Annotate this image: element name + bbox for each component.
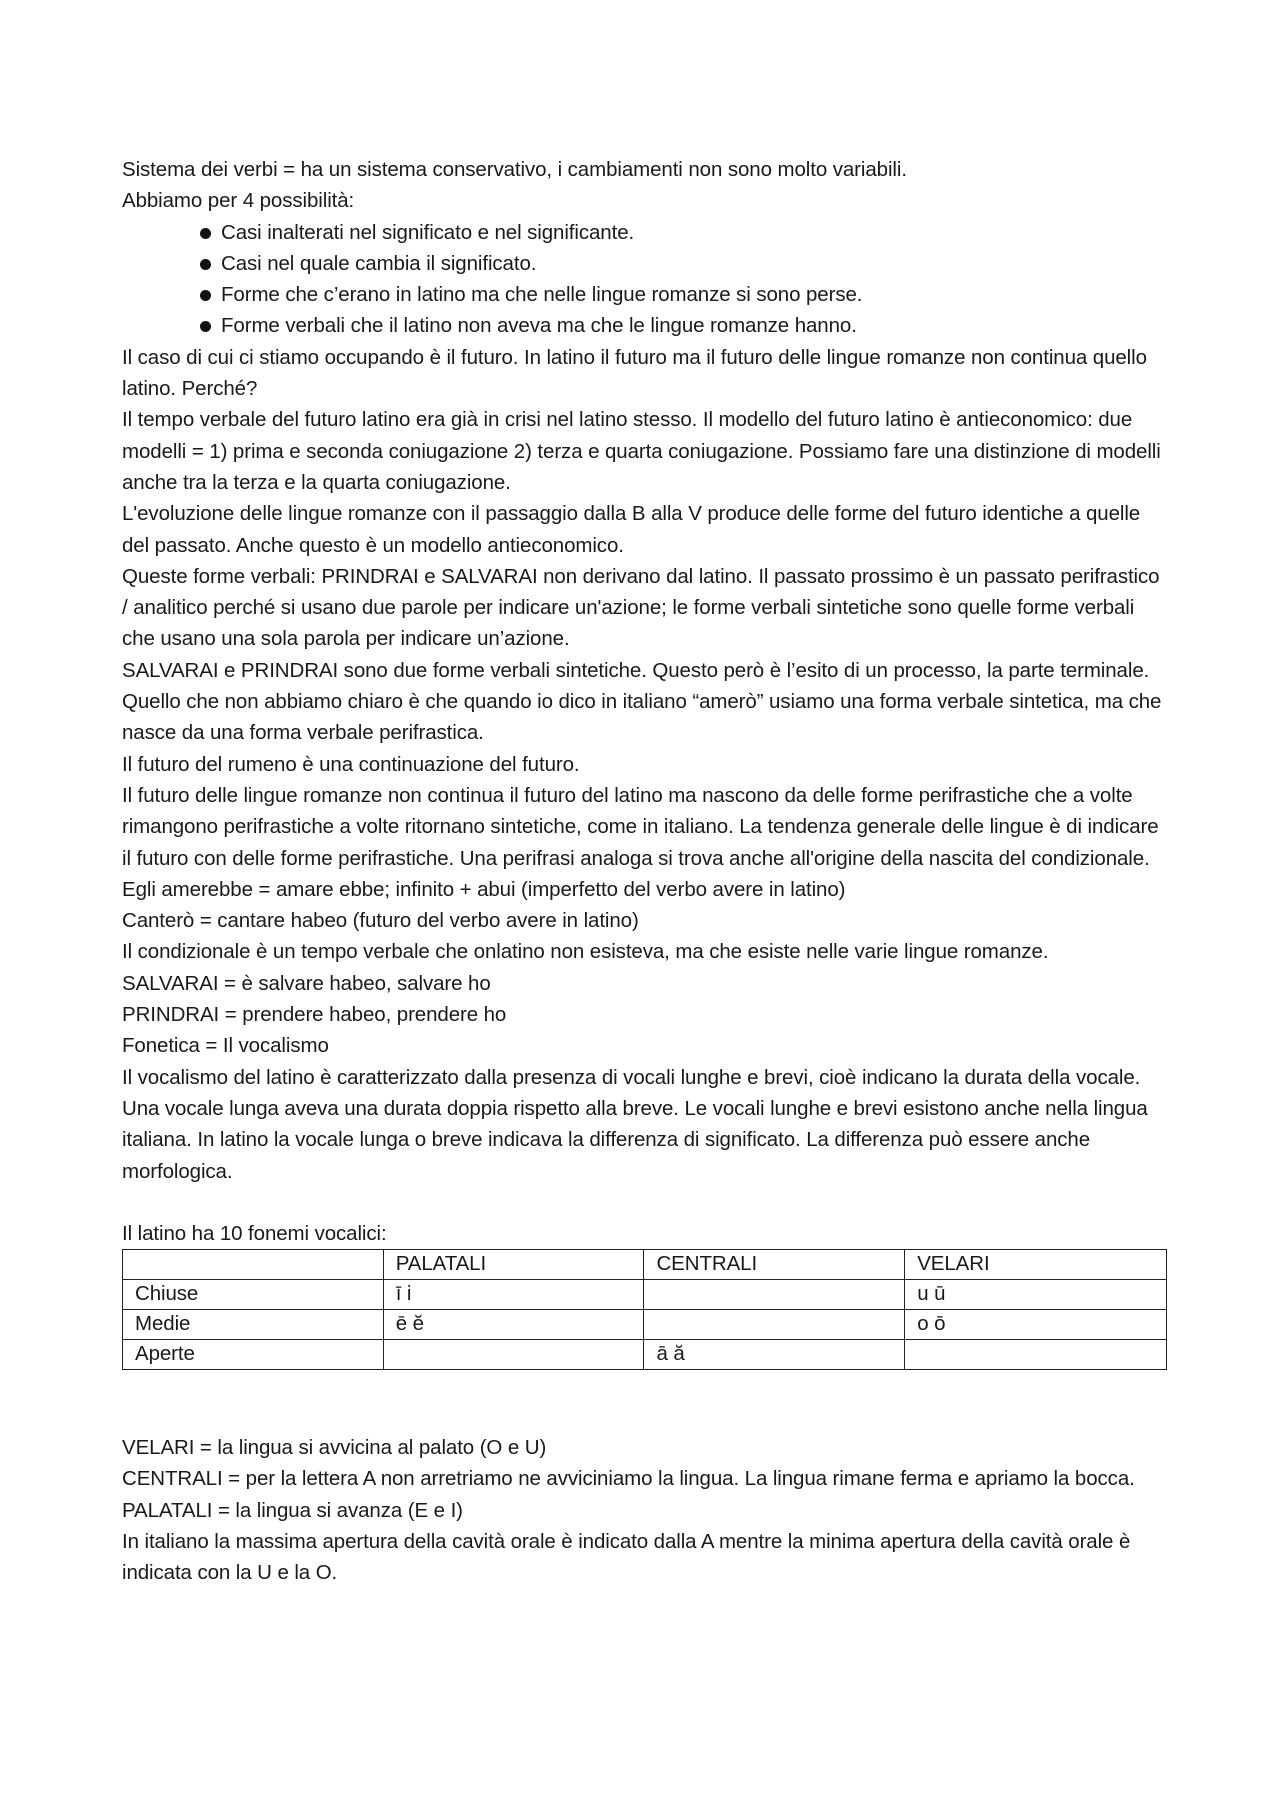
paragraph: Il condizionale è un tempo verbale che onlatino non esisteva, ma che esiste nelle varie lingue romanze.	[122, 940, 1049, 964]
list-item: Casi inalterati nel significato e nel significante.	[200, 217, 1167, 248]
paragraph: Canterò = cantare habeo (futuro del verbo avere in latino)	[122, 909, 639, 933]
intro-line: Abbiamo per 4 possibilità:	[122, 189, 355, 213]
table-header-cell	[123, 1250, 384, 1280]
table-cell: u ū	[905, 1280, 1167, 1310]
table-row	[123, 1340, 1167, 1370]
possibilities-list	[122, 217, 1167, 342]
table-cell: Aperte	[123, 1340, 384, 1370]
table-cell: ī i	[383, 1280, 644, 1310]
table-cell: ā ă	[644, 1340, 905, 1370]
table-cell: ē ĕ	[383, 1310, 644, 1340]
table-cell: Chiuse	[123, 1280, 384, 1310]
paragraph: PRINDRAI = prendere habeo, prendere ho	[122, 1003, 507, 1027]
paragraph: Egli amerebbe = amare ebbe; infinito + abui (imperfetto del verbo avere in latino)	[122, 877, 846, 901]
list-item: Casi nel quale cambia il significato.	[200, 248, 1167, 279]
table-cell	[644, 1280, 905, 1310]
paragraph: Fonetica = Il vocalismo	[122, 1034, 329, 1058]
paragraph: Queste forme verbali: PRINDRAI e SALVARAI non derivano dal latino. Il passato prossimo è un passato perifrastico / analitico perché si usano due parole per indicare un'azione; le forme verbali sintetiche sono quelle forme verbali che usano una sola parola per indicare un’azione.	[122, 564, 1160, 651]
vowel-table	[122, 1249, 1167, 1370]
table-cell	[383, 1340, 644, 1370]
table-cell	[644, 1310, 905, 1340]
table-cell: o ō	[905, 1310, 1167, 1340]
paragraph: In italiano la massima apertura della cavità orale è indicato dalla A mentre la minima apertura della cavità orale è indicata con la U e la O.	[122, 1529, 1131, 1585]
paragraph: CENTRALI = per la lettera A non arretriamo ne avviciniamo la lingua. La lingua rimane ferma e apriamo la bocca.	[122, 1467, 1135, 1491]
paragraph: Quello che non abbiamo chiaro è che quando io dico in italiano “amerò” usiamo una forma verbale sintetica, ma che nasce da una forma verbale perifrastica.	[122, 690, 1162, 745]
paragraph: Il futuro delle lingue romanze non continua il futuro del latino ma nascono da delle forme perifrastiche che a volte rimangono perifrastiche a volte ritornano sintetiche, come in italiano. La tendenza generale delle lingue è di indicare il futuro con delle forme perifrastiche. Una perifrasi analoga si trova anche all'origine della nascita del condizionale.	[122, 783, 1159, 870]
intro-line: Sistema dei verbi = ha un sistema conservativo, i cambiamenti non sono molto variabili.	[122, 158, 907, 181]
paragraph: SALVARAI e PRINDRAI sono due forme verbali sintetiche. Questo però è l’esito di un processo, la parte terminale.	[122, 658, 1150, 682]
table-header-cell: PALATALI	[383, 1250, 644, 1280]
paragraph: L'evoluzione delle lingue romanze con il passaggio dalla B alla V produce delle forme del futuro identiche a quelle del passato. Anche questo è un modello antieconomico.	[122, 502, 1141, 557]
table-header-cell: VELARI	[905, 1250, 1167, 1280]
bullet-icon	[200, 290, 211, 301]
bullet-icon	[200, 321, 211, 332]
paragraph: Il tempo verbale del futuro latino era già in crisi nel latino stesso. Il modello del futuro latino è antieconomico: due modelli = 1) prima e seconda coniugazione 2) terza e quarta coniugazione. Possiamo fare una distinzione di modelli anche tra la terza e la quarta coniugazione.	[122, 408, 1161, 494]
table-cell	[905, 1340, 1167, 1370]
document-page	[122, 154, 1167, 1589]
table-header-row	[123, 1250, 1167, 1280]
paragraph: Il futuro del rumeno è una continuazione del futuro.	[122, 752, 580, 776]
table-caption: Il latino ha 10 fonemi vocalici:	[122, 1221, 387, 1245]
bullet-icon	[200, 259, 211, 270]
table-row	[123, 1280, 1167, 1310]
paragraph: Il vocalismo del latino è caratterizzato dalla presenza di vocali lunghe e brevi, cioè indicano la durata della vocale. Una vocale lunga aveva una durata doppia rispetto alla breve. Le vocali lunghe e brevi esistono anche nella lingua italiana. In latino la vocale lunga o breve indicava la differenza di significato. La differenza può essere anche morfologica.	[122, 1065, 1148, 1183]
bullet-icon	[200, 228, 211, 239]
paragraph: Il caso di cui ci stiamo occupando è il futuro. In latino il futuro ma il futuro delle lingue romanze non continua quello latino. Perché?	[122, 345, 1147, 401]
list-item: Forme verbali che il latino non aveva ma che le lingue romanze hanno.	[200, 310, 1167, 341]
paragraph: PALATALI = la lingua si avanza (E e I)	[122, 1498, 463, 1522]
list-item: Forme che c’erano in latino ma che nelle lingue romanze si sono perse.	[200, 279, 1167, 310]
paragraph: VELARI = la lingua si avvicina al palato (O e U)	[122, 1436, 547, 1460]
table-row	[123, 1310, 1167, 1340]
table-cell: Medie	[123, 1310, 384, 1340]
table-header-cell: CENTRALI	[644, 1250, 905, 1280]
paragraph: SALVARAI = è salvare habeo, salvare ho	[122, 971, 491, 995]
